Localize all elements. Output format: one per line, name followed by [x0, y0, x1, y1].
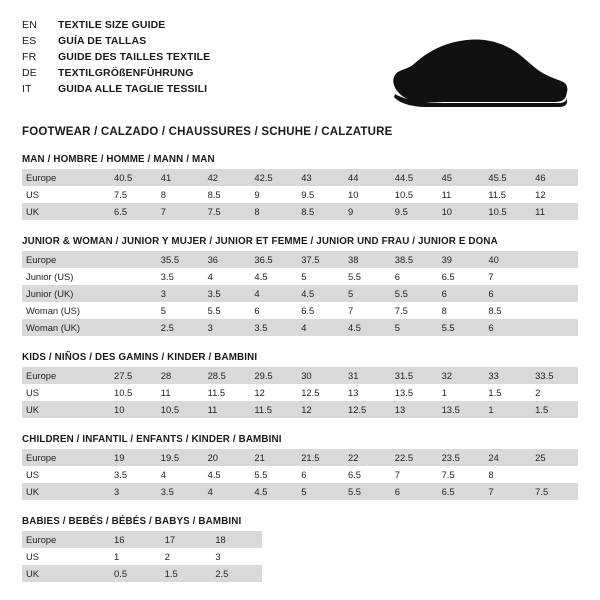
size-cell — [531, 319, 578, 336]
language-title: GUÍA DE TALLAS — [58, 35, 147, 47]
size-cell: 21 — [250, 449, 297, 466]
size-cell: 6.5 — [438, 268, 485, 285]
size-cell: 7 — [157, 203, 204, 220]
size-cell: 11 — [204, 401, 251, 418]
row-label: Europe — [22, 251, 110, 268]
size-cell: 30 — [297, 367, 344, 384]
size-cell: 23.5 — [438, 449, 485, 466]
size-cell: 1 — [438, 384, 485, 401]
size-cell: 44.5 — [391, 169, 438, 186]
size-cell: 1 — [110, 548, 161, 565]
size-cell: 22.5 — [391, 449, 438, 466]
language-code: FR — [22, 51, 37, 63]
size-cell: 8 — [438, 302, 485, 319]
size-cell: 7 — [484, 268, 531, 285]
size-cell — [531, 285, 578, 302]
size-cell: 6 — [391, 483, 438, 500]
size-cell: 17 — [161, 531, 212, 548]
section — [22, 236, 578, 336]
size-cell: 5 — [157, 302, 204, 319]
size-cell: 8 — [250, 203, 297, 220]
size-cell: 5 — [344, 285, 391, 302]
size-cell: 19 — [110, 449, 157, 466]
language-code: EN — [22, 19, 37, 31]
row-label: UK — [22, 401, 110, 418]
table-row — [22, 319, 578, 336]
size-cell: 7.5 — [204, 203, 251, 220]
size-cell: 3.5 — [250, 319, 297, 336]
size-cell: 28.5 — [204, 367, 251, 384]
size-cell: 1.5 — [484, 384, 531, 401]
document-header — [22, 18, 578, 112]
size-cell: 42.5 — [250, 169, 297, 186]
size-cell: 6.5 — [297, 302, 344, 319]
size-cell: 4 — [250, 285, 297, 302]
size-cell: 6.5 — [344, 466, 391, 483]
size-cell: 46 — [531, 169, 578, 186]
size-cell: 12 — [250, 384, 297, 401]
size-cell: 10 — [344, 186, 391, 203]
size-cell: 13 — [344, 384, 391, 401]
row-label: Woman (US) — [22, 302, 110, 319]
section-title: CHILDREN / INFANTIL / ENFANTS / KINDER / BAMBINI — [22, 434, 282, 445]
size-cell: 11 — [438, 186, 485, 203]
size-cell: 5 — [391, 319, 438, 336]
size-cell: 0.5 — [110, 565, 161, 582]
size-cell: 7 — [391, 466, 438, 483]
size-cell: 18 — [211, 531, 262, 548]
row-label: Junior (US) — [22, 268, 110, 285]
size-cell: 11.5 — [250, 401, 297, 418]
size-cell — [531, 268, 578, 285]
size-cell: 12.5 — [297, 384, 344, 401]
page-title: FOOTWEAR / CALZADO / CHAUSSURES / SCHUHE / CALZATURE — [22, 126, 393, 138]
table-row — [22, 285, 578, 302]
size-cell: 25 — [531, 449, 578, 466]
size-cell: 2 — [161, 548, 212, 565]
size-cell: 6 — [438, 285, 485, 302]
size-cell: 3.5 — [157, 268, 204, 285]
row-label: Europe — [22, 449, 110, 466]
language-title: GUIDE DES TAILLES TEXTILE — [58, 51, 211, 63]
size-cell: 35.5 — [157, 251, 204, 268]
row-label: US — [22, 466, 110, 483]
row-label: UK — [22, 203, 110, 220]
size-cell: 3.5 — [110, 466, 157, 483]
size-cell: 2 — [531, 384, 578, 401]
size-cell: 33.5 — [531, 367, 578, 384]
size-cell: 1.5 — [531, 401, 578, 418]
table-row — [22, 169, 578, 186]
size-table-babies — [22, 531, 262, 582]
section-title: BABIES / BEBÉS / BÉBÉS / BABYS / BAMBINI — [22, 516, 242, 527]
size-cell: 45.5 — [484, 169, 531, 186]
language-row — [22, 34, 210, 49]
size-cell: 5 — [297, 483, 344, 500]
size-cell: 3.5 — [204, 285, 251, 302]
size-cell: 9.5 — [391, 203, 438, 220]
table-row — [22, 367, 578, 384]
row-label: Junior (UK) — [22, 285, 110, 302]
size-cell: 8.5 — [204, 186, 251, 203]
row-label: Europe — [22, 531, 110, 548]
row-label: US — [22, 186, 110, 203]
size-cell: 2.5 — [157, 319, 204, 336]
size-cell: 40.5 — [110, 169, 157, 186]
row-label: Europe — [22, 367, 110, 384]
language-code: IT — [22, 83, 32, 95]
row-label: Europe — [22, 169, 110, 186]
size-cell: 3.5 — [157, 483, 204, 500]
table-row — [22, 548, 262, 565]
table-row — [22, 186, 578, 203]
size-cell: 7.5 — [531, 483, 578, 500]
size-cell: 5.5 — [438, 319, 485, 336]
size-cell: 11 — [531, 203, 578, 220]
table-row — [22, 251, 578, 268]
size-cell: 5 — [297, 268, 344, 285]
size-cell: 19.5 — [157, 449, 204, 466]
size-cell: 4 — [204, 483, 251, 500]
size-table — [22, 169, 578, 220]
size-cell: 11.5 — [204, 384, 251, 401]
table-row — [22, 565, 262, 582]
language-row — [22, 18, 210, 33]
size-cell: 7 — [484, 483, 531, 500]
size-cell: 4.5 — [204, 466, 251, 483]
language-title: TEXTILE SIZE GUIDE — [58, 19, 166, 31]
size-cell: 29.5 — [250, 367, 297, 384]
size-cell: 6.5 — [438, 483, 485, 500]
table-row — [22, 302, 578, 319]
size-cell: 10.5 — [110, 384, 157, 401]
size-table — [22, 251, 578, 336]
table-row — [22, 531, 262, 548]
size-cell: 6 — [250, 302, 297, 319]
size-cell: 39 — [438, 251, 485, 268]
size-cell: 27.5 — [110, 367, 157, 384]
size-table — [22, 449, 578, 500]
size-cell: 10.5 — [484, 203, 531, 220]
size-tables — [22, 154, 578, 500]
size-cell — [531, 466, 578, 483]
language-title: GUIDA ALLE TAGLIE TESSILI — [58, 83, 208, 95]
size-cell: 13.5 — [391, 384, 438, 401]
size-cell: 44 — [344, 169, 391, 186]
size-cell — [110, 302, 157, 319]
language-row — [22, 66, 210, 81]
size-cell: 13 — [391, 401, 438, 418]
size-cell: 21.5 — [297, 449, 344, 466]
size-cell: 11 — [157, 384, 204, 401]
size-cell: 3 — [110, 483, 157, 500]
size-cell: 33 — [484, 367, 531, 384]
size-cell: 4.5 — [297, 285, 344, 302]
language-code: DE — [22, 67, 37, 79]
size-cell: 37.5 — [297, 251, 344, 268]
language-title: TEXTILGRÖßENFÜHRUNG — [58, 67, 194, 79]
size-cell: 9.5 — [297, 186, 344, 203]
size-cell: 6 — [484, 319, 531, 336]
row-label: UK — [22, 483, 110, 500]
size-cell: 7 — [344, 302, 391, 319]
size-cell: 2.5 — [211, 565, 262, 582]
size-cell: 8.5 — [484, 302, 531, 319]
size-cell: 5.5 — [204, 302, 251, 319]
size-cell: 12 — [297, 401, 344, 418]
size-cell: 1.5 — [161, 565, 212, 582]
size-cell: 10 — [438, 203, 485, 220]
size-cell — [531, 251, 578, 268]
section — [22, 352, 578, 418]
size-cell: 31.5 — [391, 367, 438, 384]
size-cell: 40 — [484, 251, 531, 268]
size-cell: 3 — [157, 285, 204, 302]
language-code: ES — [22, 35, 37, 47]
table-row — [22, 483, 578, 500]
dress-shoe-icon — [383, 34, 568, 112]
size-cell — [531, 302, 578, 319]
size-cell: 4.5 — [250, 268, 297, 285]
section-babies — [22, 516, 578, 582]
size-cell: 7.5 — [391, 302, 438, 319]
size-cell: 10 — [110, 401, 157, 418]
size-cell: 8 — [157, 186, 204, 203]
size-cell: 38.5 — [391, 251, 438, 268]
size-cell: 1 — [484, 401, 531, 418]
row-label: US — [22, 548, 110, 565]
size-cell: 20 — [204, 449, 251, 466]
table-row — [22, 449, 578, 466]
row-label: Woman (UK) — [22, 319, 110, 336]
size-cell: 41 — [157, 169, 204, 186]
size-cell: 4 — [157, 466, 204, 483]
table-row — [22, 268, 578, 285]
size-cell: 7.5 — [438, 466, 485, 483]
row-label: UK — [22, 565, 110, 582]
size-cell: 9 — [250, 186, 297, 203]
size-cell: 28 — [157, 367, 204, 384]
size-cell: 36 — [204, 251, 251, 268]
size-cell — [110, 251, 157, 268]
size-cell: 6 — [297, 466, 344, 483]
size-cell — [110, 285, 157, 302]
size-cell: 5.5 — [250, 466, 297, 483]
size-cell: 16 — [110, 531, 161, 548]
size-cell: 5.5 — [391, 285, 438, 302]
size-cell: 7.5 — [110, 186, 157, 203]
size-cell: 36.5 — [250, 251, 297, 268]
size-cell: 9 — [344, 203, 391, 220]
size-cell: 22 — [344, 449, 391, 466]
size-cell: 13.5 — [438, 401, 485, 418]
size-cell: 10.5 — [157, 401, 204, 418]
size-cell: 8 — [484, 466, 531, 483]
size-cell: 6.5 — [110, 203, 157, 220]
size-cell: 43 — [297, 169, 344, 186]
size-cell: 4 — [204, 268, 251, 285]
section-title: KIDS / NIÑOS / DES GAMINS / KINDER / BAMBINI — [22, 352, 258, 363]
size-cell: 6 — [391, 268, 438, 285]
size-cell: 31 — [344, 367, 391, 384]
section-title: JUNIOR & WOMAN / JUNIOR Y MUJER / JUNIOR ET FEMME / JUNIOR UND FRAU / JUNIOR E DONA — [22, 236, 498, 247]
section — [22, 434, 578, 500]
size-cell: 5.5 — [344, 268, 391, 285]
table-row — [22, 203, 578, 220]
language-row — [22, 50, 210, 65]
row-label: US — [22, 384, 110, 401]
language-title-list — [22, 18, 210, 97]
size-cell: 4.5 — [344, 319, 391, 336]
size-cell: 11.5 — [484, 186, 531, 203]
size-cell — [110, 319, 157, 336]
size-cell: 5.5 — [344, 483, 391, 500]
size-cell: 24 — [484, 449, 531, 466]
size-cell: 8.5 — [297, 203, 344, 220]
table-row — [22, 401, 578, 418]
size-cell: 32 — [438, 367, 485, 384]
size-cell: 6 — [484, 285, 531, 302]
size-cell: 12.5 — [344, 401, 391, 418]
size-cell: 38 — [344, 251, 391, 268]
table-row — [22, 466, 578, 483]
size-cell: 42 — [204, 169, 251, 186]
size-cell: 3 — [211, 548, 262, 565]
table-row — [22, 384, 578, 401]
size-cell: 12 — [531, 186, 578, 203]
size-cell: 45 — [438, 169, 485, 186]
size-cell: 10.5 — [391, 186, 438, 203]
section-title: MAN / HOMBRE / HOMME / MANN / MAN — [22, 154, 215, 165]
size-table — [22, 367, 578, 418]
size-cell: 4.5 — [250, 483, 297, 500]
section — [22, 154, 578, 220]
size-cell: 4 — [297, 319, 344, 336]
size-cell — [110, 268, 157, 285]
language-row — [22, 82, 210, 97]
size-cell: 3 — [204, 319, 251, 336]
